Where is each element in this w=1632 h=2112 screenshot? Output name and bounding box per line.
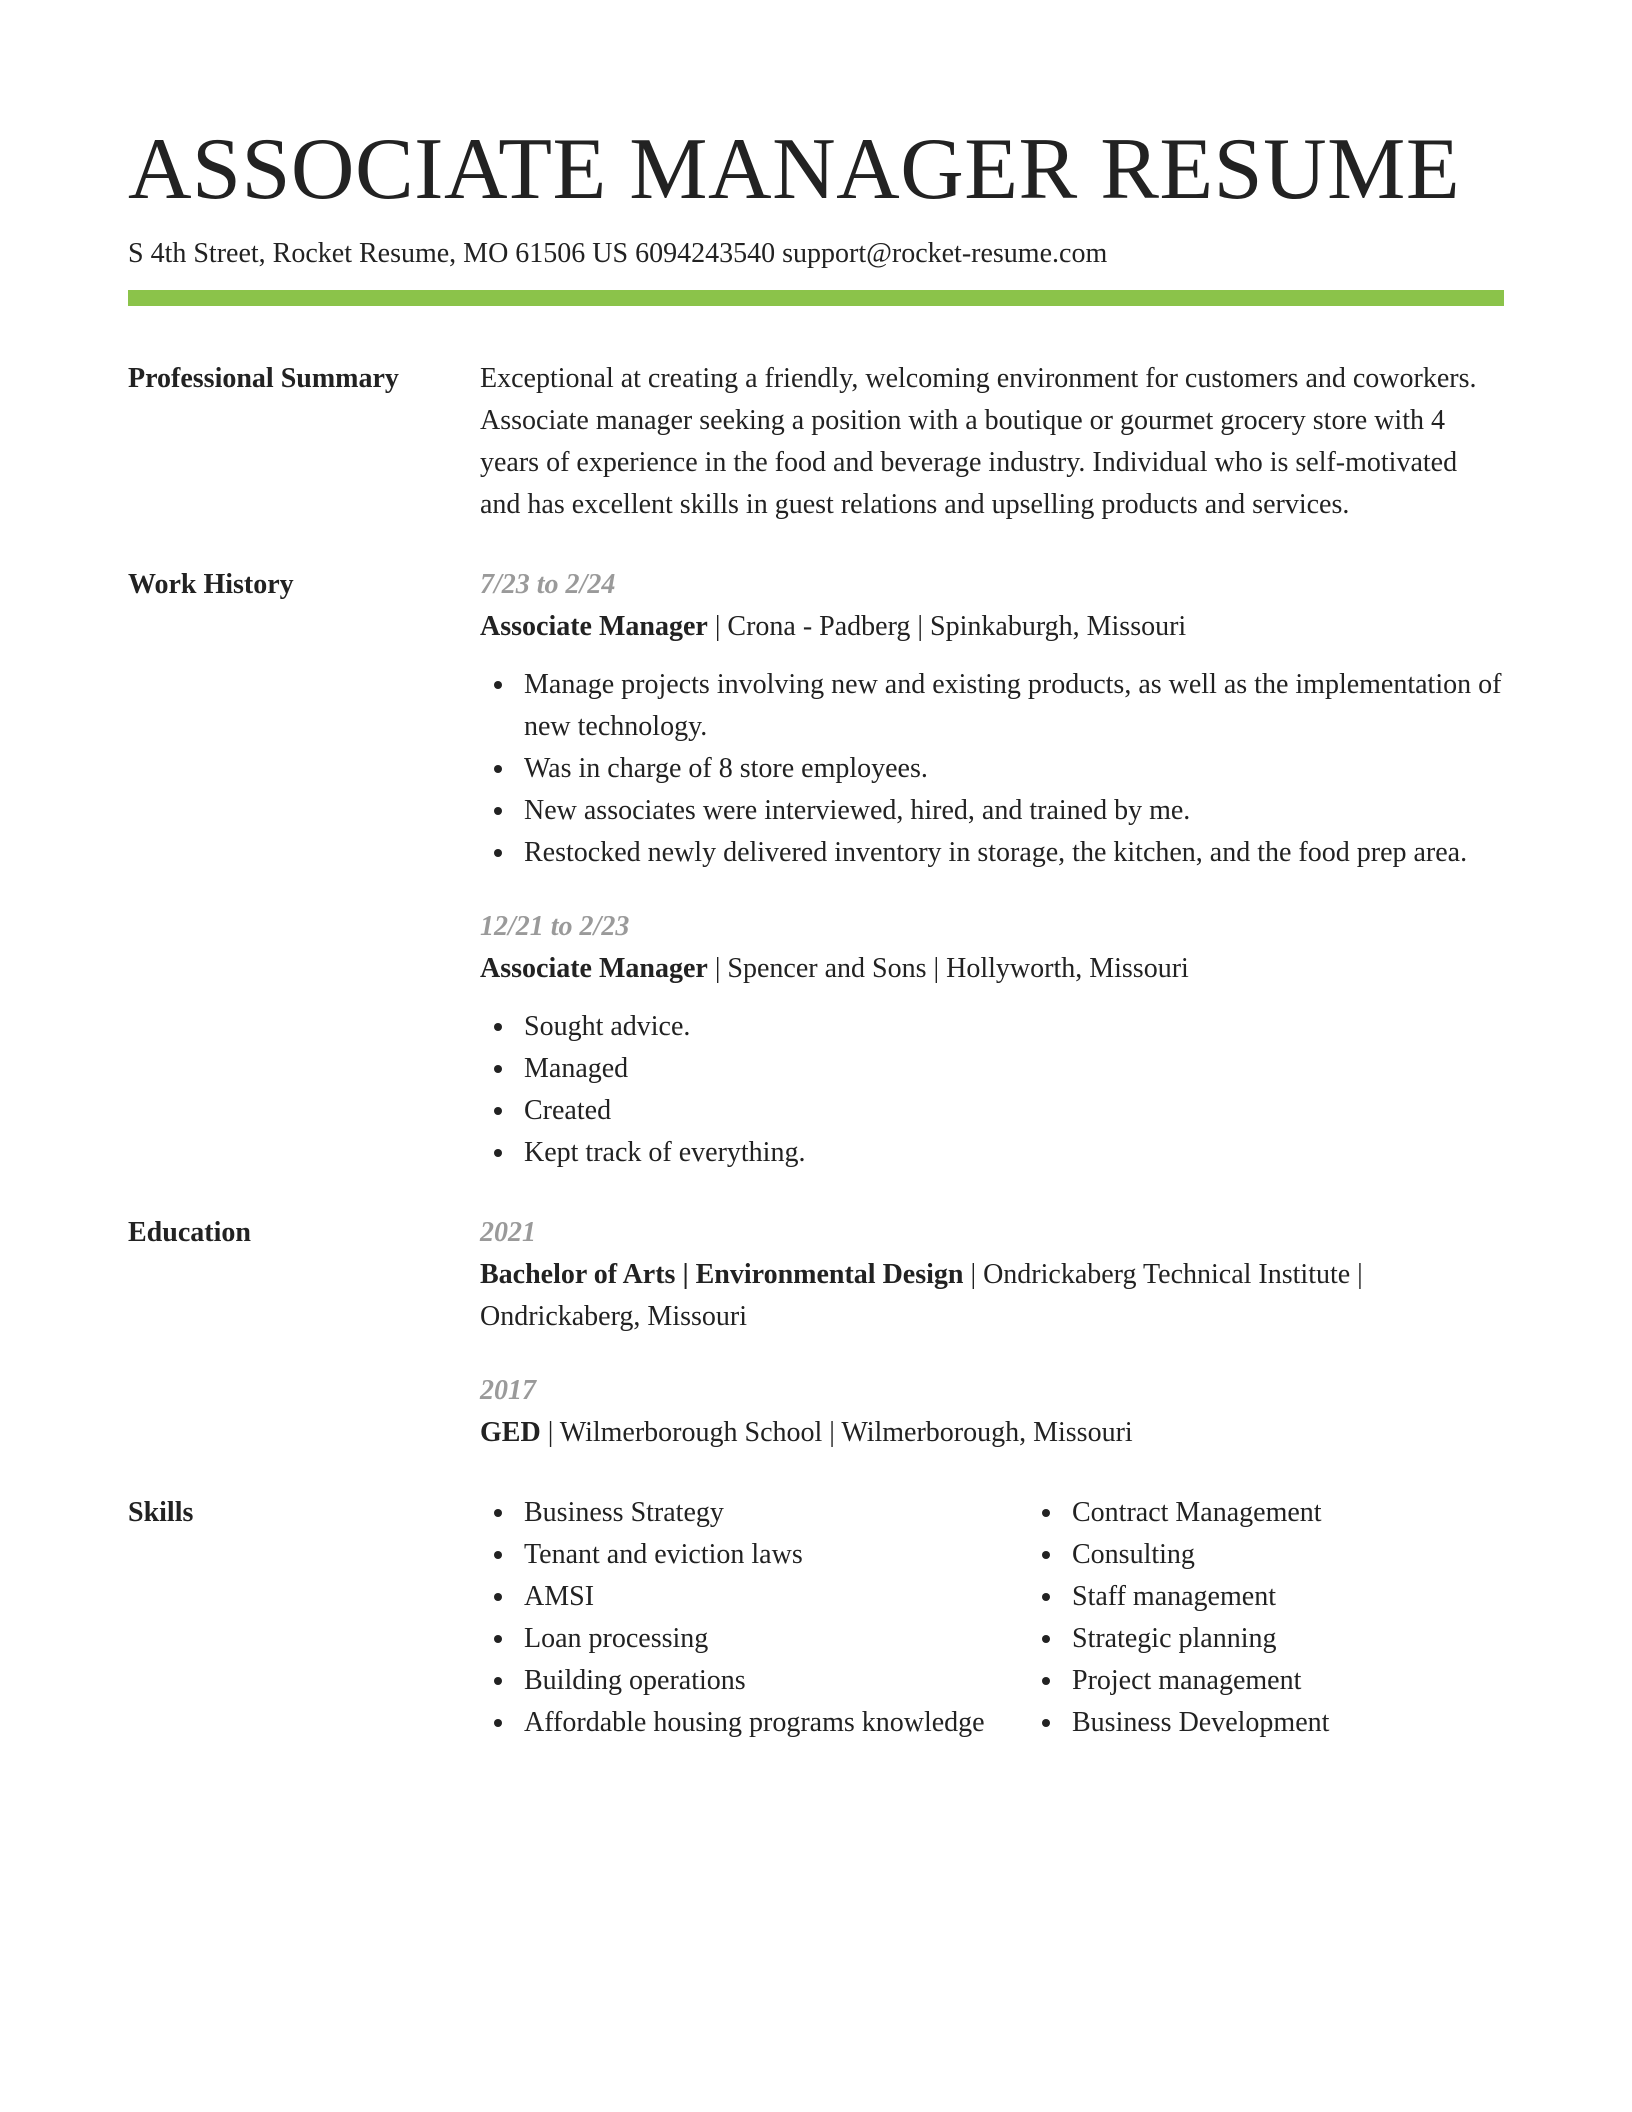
- skills-column-left: [480, 1492, 1028, 1744]
- section-label-work-history: Work History: [128, 569, 294, 600]
- contact-email: support@rocket-resume.com: [782, 238, 1108, 269]
- contact-address: S 4th Street, Rocket Resume, MO 61506 US: [128, 238, 629, 269]
- section-label-summary: Professional Summary: [128, 363, 399, 394]
- skill-item: Consulting: [1072, 1534, 1504, 1576]
- job-bullet: Sought advice.: [524, 1006, 1504, 1048]
- education-year: 2017: [480, 1375, 536, 1406]
- skills-body: [480, 1492, 1504, 1744]
- job-headline: [480, 606, 1504, 648]
- education-degree: Bachelor of Arts | Environmental Design: [480, 1259, 964, 1290]
- job-bullet: Kept track of everything.: [524, 1132, 1504, 1174]
- skill-item: Business Development: [1072, 1702, 1504, 1744]
- skill-item: Loan processing: [524, 1618, 1028, 1660]
- skill-item: Business Strategy: [524, 1492, 1028, 1534]
- skill-item: Staff management: [1072, 1576, 1504, 1618]
- education-year: 2021: [480, 1217, 536, 1248]
- education-entry: [480, 1370, 1504, 1454]
- job-title: Associate Manager: [480, 953, 708, 984]
- section-label-education: Education: [128, 1217, 251, 1248]
- skill-item: Building operations: [524, 1660, 1028, 1702]
- work-history-section: [128, 564, 1504, 1174]
- contact-line: [128, 234, 1504, 274]
- skill-item: AMSI: [524, 1576, 1028, 1618]
- contact-phone: 6094243540: [635, 238, 776, 269]
- job-entry: [480, 564, 1504, 874]
- job-bullet: Manage projects involving new and existing products, as well as the implementation of new technology.: [524, 664, 1504, 748]
- job-bullets: [480, 1006, 1504, 1174]
- job-bullet: Created: [524, 1090, 1504, 1132]
- education-body: [480, 1212, 1504, 1454]
- skill-item: Strategic planning: [1072, 1618, 1504, 1660]
- skill-item: Tenant and eviction laws: [524, 1534, 1028, 1576]
- section-label-skills: Skills: [128, 1497, 194, 1528]
- skill-item: Affordable housing programs knowledge: [524, 1702, 1028, 1744]
- education-degree: GED: [480, 1417, 541, 1448]
- education-headline: [480, 1254, 1504, 1338]
- work-history-body: [480, 564, 1504, 1174]
- job-bullet: New associates were interviewed, hired, and trained by me.: [524, 790, 1504, 832]
- job-bullet: Managed: [524, 1048, 1504, 1090]
- education-details: | Wilmerborough School | Wilmerborough, Missouri: [540, 1417, 1133, 1448]
- job-dates: 7/23 to 2/24: [480, 569, 616, 600]
- education-details: | Ondrickaberg Technical Institute | Ondrickaberg, Missouri: [480, 1259, 1363, 1332]
- job-title: Associate Manager: [480, 611, 708, 642]
- summary-section: [128, 358, 1504, 526]
- job-bullet: Was in charge of 8 store employees.: [524, 748, 1504, 790]
- education-entry: [480, 1212, 1504, 1338]
- education-section: [128, 1212, 1504, 1454]
- skills-column-right: [1028, 1492, 1504, 1744]
- job-details: | Spencer and Sons | Hollyworth, Missouri: [707, 953, 1189, 984]
- job-bullets: [480, 664, 1504, 874]
- skill-item: Contract Management: [1072, 1492, 1504, 1534]
- job-dates: 12/21 to 2/23: [480, 911, 630, 942]
- job-bullet: Restocked newly delivered inventory in storage, the kitchen, and the food prep area.: [524, 832, 1504, 874]
- skills-section: [128, 1492, 1504, 1744]
- skill-item: Project management: [1072, 1660, 1504, 1702]
- job-entry: [480, 906, 1504, 1174]
- education-headline: [480, 1412, 1504, 1454]
- resume-title: ASSOCIATE MANAGER RESUME: [128, 121, 1461, 218]
- job-headline: [480, 948, 1504, 990]
- job-details: | Crona - Padberg | Spinkaburgh, Missouri: [707, 611, 1187, 642]
- summary-text: Exceptional at creating a friendly, welcoming environment for customers and coworkers. Associate manager seeking a position with a boutique or gourmet grocery store with 4 years of experience in the food and beverage industry. Individual who is self-motivated and has excellent skills in guest relations and upselling products and services.: [480, 363, 1477, 520]
- summary-body: [480, 358, 1504, 526]
- accent-divider: [128, 290, 1504, 306]
